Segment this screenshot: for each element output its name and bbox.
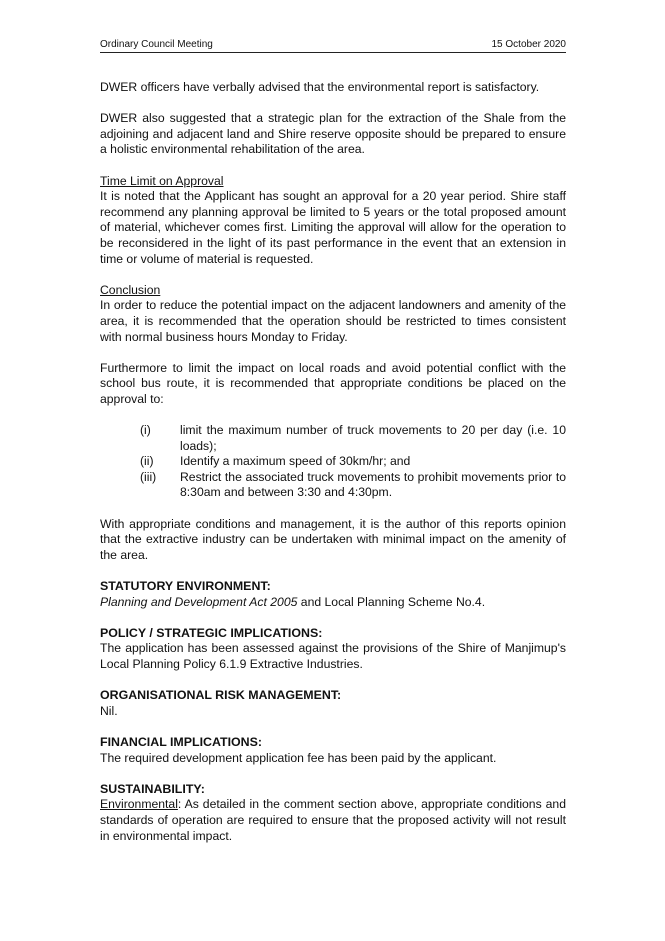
policy-section (100, 626, 566, 673)
statutory-section (100, 579, 566, 610)
environmental-label: Environmental (100, 797, 178, 812)
list-item-text: Identify a maximum speed of 30km/hr; and (180, 454, 411, 469)
paragraph-dwer-advice: DWER officers have verbally advised that the environmental report is satisfactory. (100, 80, 540, 94)
conclusion-body: In order to reduce the potential impact on the adjacent landowners and amenity of the area, it is recommended that the operation should be restricted to times consistent with normal business hours Monday to Friday. (100, 298, 566, 344)
statutory-body (100, 595, 566, 611)
list-item-text: limit the maximum number of truck movements to 20 per day (i.e. 10 loads); (180, 423, 566, 453)
meeting-date: 15 October 2020 (491, 39, 566, 50)
financial-section (100, 735, 566, 766)
page-header (100, 38, 566, 53)
time-limit-section (100, 174, 566, 268)
time-limit-body: It is noted that the Applicant has sought an approval for a 20 year period. Shire staff recommend any planning approval be limited to 5 years or the total proposed amount of material, whichever comes first. Limiting the approval will allow for the operation to be reconsidered in the light of its past performance in the event that an extension in time or volume of material is requested. (100, 189, 566, 266)
paragraph-dwer-strategic-plan: DWER also suggested that a strategic plan for the extraction of the Shale from the adjoining and adjacent land and Shire reserve opposite should be prepared to ensure a holistic environmental rehabilitation of the area. (100, 111, 566, 157)
list-item (100, 470, 566, 501)
risk-heading: ORGANISATIONAL RISK MANAGEMENT: (100, 688, 342, 703)
list-item-number: (iii) (140, 469, 157, 484)
financial-heading: FINANCIAL IMPLICATIONS: (100, 734, 262, 749)
risk-section (100, 688, 566, 719)
policy-heading: POLICY / STRATEGIC IMPLICATIONS: (100, 625, 323, 640)
sustainability-section (100, 782, 566, 844)
list-item-number: (ii) (140, 454, 154, 469)
financial-body: The required development application fee has been paid by the applicant. (100, 750, 497, 765)
statutory-heading: STATUTORY ENVIRONMENT: (100, 579, 271, 593)
environmental-text: : As detailed in the comment section above, appropriate conditions and standards of operation are required to ensure that the proposed activity will not result in environmental impact. (100, 797, 566, 843)
list-item (100, 454, 566, 470)
conclusion-section (100, 283, 566, 345)
meeting-title: Ordinary Council Meeting (100, 39, 213, 50)
risk-body: Nil. (100, 703, 118, 718)
list-item-number: (i) (140, 423, 151, 438)
paragraph-opinion: With appropriate conditions and management, it is the author of this reports opinion that the extractive industry can be undertaken with minimal impact on the amenity of the area. (100, 516, 566, 562)
act-title: Planning and Development Act 2005 (100, 594, 298, 609)
list-item (100, 423, 566, 454)
document-body (100, 80, 566, 860)
statutory-rest: and Local Planning Scheme No.4. (297, 594, 486, 609)
time-limit-heading: Time Limit on Approval (100, 173, 224, 188)
list-item-text: Restrict the associated truck movements to prohibit movements prior to 8:30am and between 3:30 and 4:30pm. (180, 469, 566, 500)
paragraph-furthermore: Furthermore to limit the impact on local roads and avoid potential conflict with the school bus route, it is recommended that appropriate conditions be placed on the approval to: (100, 360, 566, 406)
sustainability-heading: SUSTAINABILITY: (100, 781, 205, 796)
conditions-list (100, 423, 566, 501)
sustainability-body (100, 797, 566, 844)
policy-body: The application has been assessed against the provisions of the Shire of Manjimup's Local Planning Policy 6.1.9 Extractive Industries. (100, 641, 566, 671)
conclusion-heading: Conclusion (100, 282, 161, 297)
